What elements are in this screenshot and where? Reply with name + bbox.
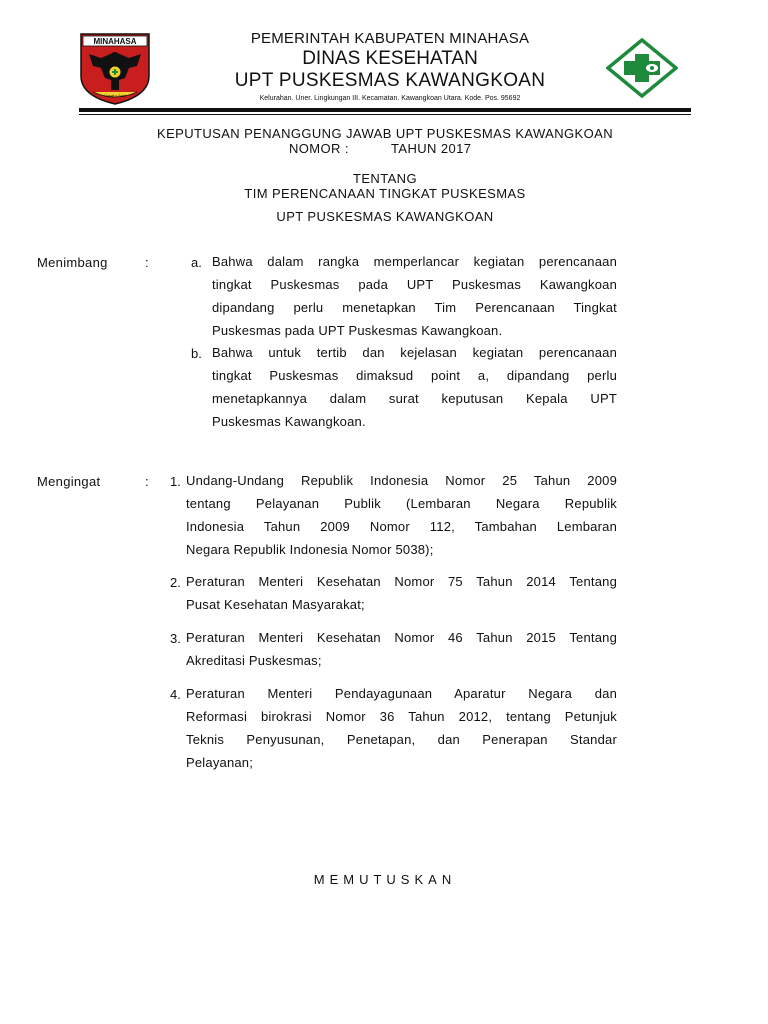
header-line-2: DINAS KESEHATAN xyxy=(302,48,478,69)
text-line: Peraturan Menteri Kesehatan Nomor 46 Tahun 2015 Tentang xyxy=(186,630,617,645)
emblem-label: MINAHASA xyxy=(93,37,137,46)
text-line: Reformasi birokrasi Nomor 36 Tahun 2012, tentang Petunjuk xyxy=(186,709,617,724)
text-line: Bahwa untuk tertib dan kejelasan kegiatan perencanaan xyxy=(212,345,617,360)
decree-subject-1: TIM PERENCANAAN TINGKAT PUSKESMAS xyxy=(244,186,526,201)
header-line-1: PEMERINTAH KABUPATEN MINAHASA xyxy=(250,30,530,47)
header-rule-thick xyxy=(79,108,691,112)
text-line: Teknis Penyusunan, Penetapan, dan Penerapan Standar xyxy=(186,732,617,747)
header-address: Kelurahan. Uner. Lingkungan III. Kecamatan. Kawangkoan Utara. Kode. Pos. 95692 xyxy=(259,95,521,102)
decree-title: KEPUTUSAN PENANGGUNG JAWAB UPT PUSKESMAS KAWANGKOAN xyxy=(157,126,613,141)
minahasa-emblem-icon xyxy=(79,32,151,106)
tentang-heading: TENTANG xyxy=(353,171,417,186)
text-line: tentang Pelayanan Publik (Lembaran Negara Republik xyxy=(186,496,617,511)
mengingat-marker-1: 1. xyxy=(170,474,181,489)
mengingat-item-2 xyxy=(186,570,617,616)
text-line: menetapkannya dalam surat keputusan Kepala UPT xyxy=(212,391,617,406)
tahun-label: TAHUN 2017 xyxy=(391,141,472,156)
menimbang-colon: : xyxy=(145,255,149,270)
header-rule-thin xyxy=(79,114,691,115)
mengingat-label: Mengingat xyxy=(37,474,101,489)
text-line: dipandang perlu menetapkan Tim Perencanaan Tingkat xyxy=(212,300,617,315)
text-line: Puskesmas pada UPT Puskesmas Kawangkoan. xyxy=(212,323,503,338)
text-line: Indonesia Tahun 2009 Nomor 112, Tambahan Lembaran xyxy=(186,519,617,534)
mengingat-marker-4: 4. xyxy=(170,687,181,702)
text-line: Akreditasi Puskesmas; xyxy=(186,653,322,668)
text-line: Pelayanan; xyxy=(186,755,254,770)
text-line: Bahwa dalam rangka memperlancar kegiatan perencanaan xyxy=(212,254,617,269)
menimbang-item-a xyxy=(212,250,617,342)
nomor-label: NOMOR : xyxy=(289,141,349,156)
mengingat-marker-2: 2. xyxy=(170,575,181,590)
mengingat-marker-3: 3. xyxy=(170,631,181,646)
mengingat-item-3 xyxy=(186,626,617,672)
memutuskan-heading: MEMUTUSKAN xyxy=(313,872,457,887)
header-line-3: UPT PUSKESMAS KAWANGKOAN xyxy=(234,70,546,91)
mengingat-item-4 xyxy=(186,682,617,774)
mengingat-colon: : xyxy=(145,474,149,489)
mengingat-item-1 xyxy=(186,469,617,561)
text-line: Peraturan Menteri Kesehatan Nomor 75 Tahun 2014 Tentang xyxy=(186,574,617,589)
emblem-motto: I Yayat u Santi xyxy=(103,94,127,98)
text-line: Peraturan Menteri Pendayagunaan Aparatur Negara dan xyxy=(186,686,617,701)
text-line: Negara Republik Indonesia Nomor 5038); xyxy=(186,542,434,557)
text-line: tingkat Puskesmas dimaksud point a, dipandang perlu xyxy=(212,368,617,383)
menimbang-label: Menimbang xyxy=(37,255,108,270)
text-line: tingkat Puskesmas pada UPT Puskesmas Kawangkoan xyxy=(212,277,617,292)
menimbang-marker-b: b. xyxy=(191,346,202,361)
text-line: Puskesmas Kawangkoan. xyxy=(212,414,366,429)
text-line: Pusat Kesehatan Masyarakat; xyxy=(186,597,365,612)
puskesmas-logo-icon xyxy=(606,38,678,98)
decree-subject-2: UPT PUSKESMAS KAWANGKOAN xyxy=(276,209,494,224)
menimbang-marker-a: a. xyxy=(191,255,202,270)
menimbang-item-b xyxy=(212,341,617,433)
text-line: Undang-Undang Republik Indonesia Nomor 25 Tahun 2009 xyxy=(186,473,617,488)
